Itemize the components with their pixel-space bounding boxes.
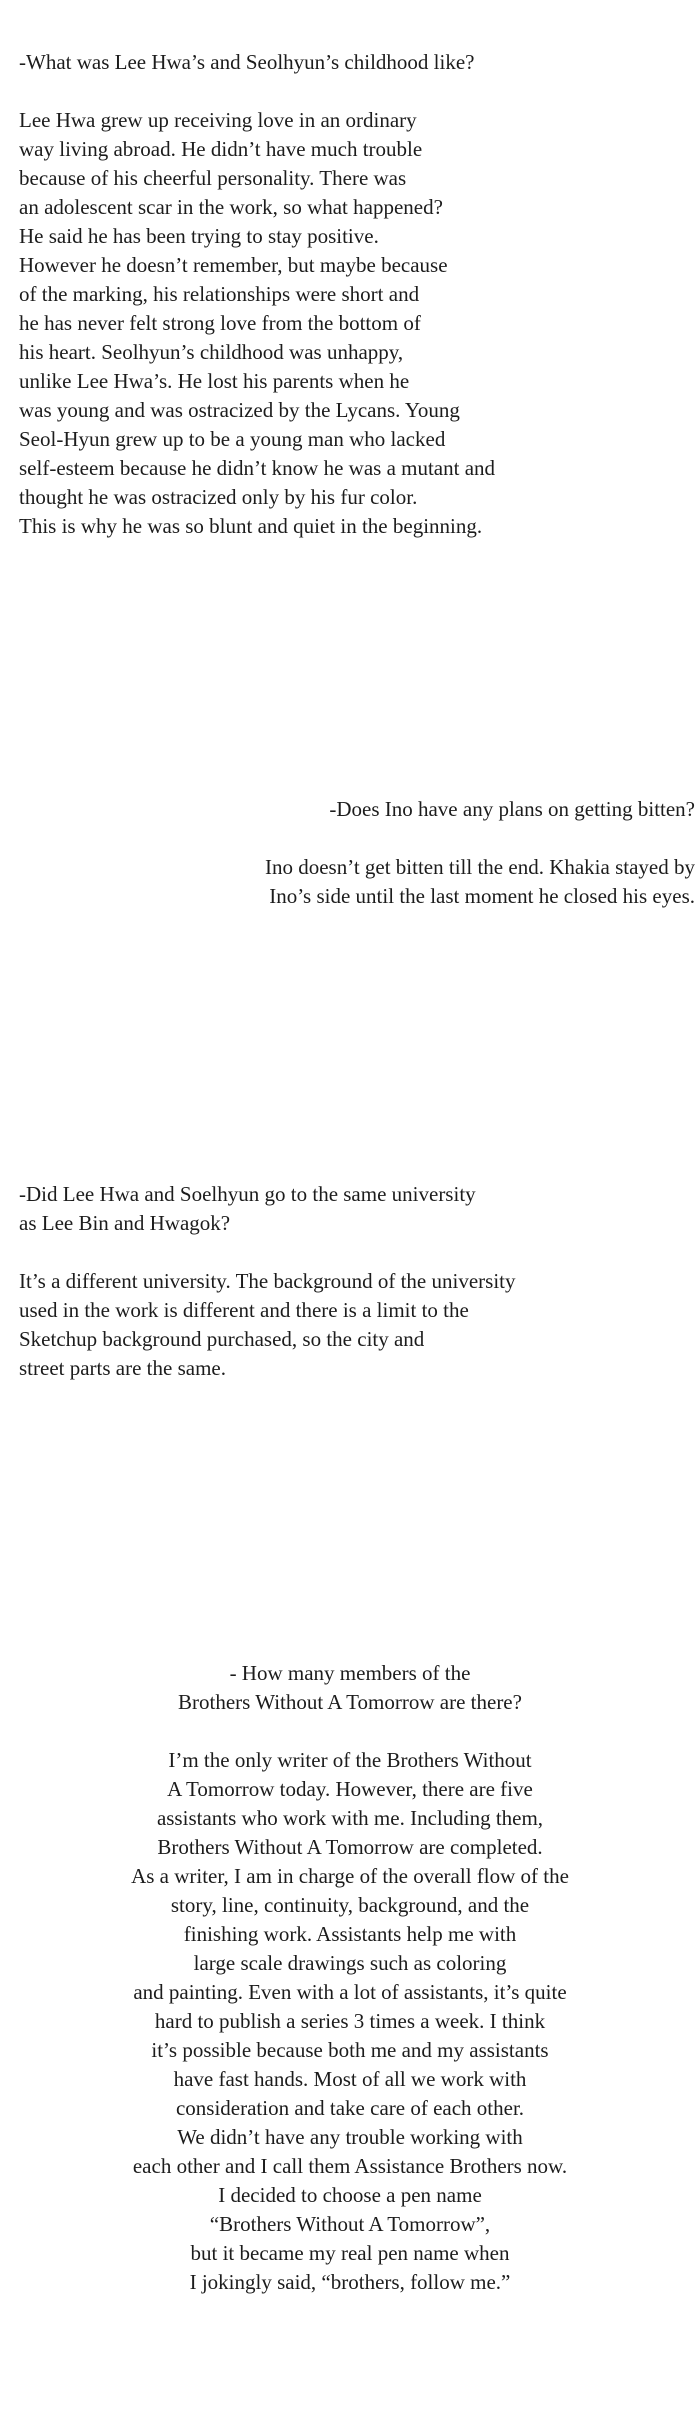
answer-line: assistants who work with me. Including them, [156,1806,544,1830]
answer-line: was young and was ostracized by the Lycans. Young [19,398,460,422]
answer-line: but it became my real pen name when [190,2241,510,2265]
question-line: -Did Lee Hwa and Soelhyun go to the same university [19,1182,476,1206]
qa-block-ino [265,795,695,911]
paragraph-gap [265,824,695,853]
answer-line: he has never felt strong love from the bottom of [19,311,421,335]
answer-line: because of his cheerful personality. There was [19,166,407,190]
answer-line: I decided to choose a pen name [218,2183,482,2207]
question-line: - How many members of the [229,1661,471,1685]
answer-line: and painting. Even with a lot of assistants, it’s quite [133,1980,567,2004]
answer-line: “Brothers Without A Tomorrow”, [209,2212,491,2236]
paragraph-gap [0,1717,700,1746]
answer-line: used in the work is different and there is a limit to the [19,1298,469,1322]
answer-line: way living abroad. He didn’t have much trouble [19,137,423,161]
paragraph-gap [19,1238,515,1267]
question-line: Brothers Without A Tomorrow are there? [178,1690,522,1714]
answer-line: As a writer, I am in charge of the overall flow of the [131,1864,569,1888]
answer-line: A Tomorrow today. However, there are five [167,1777,533,1801]
answer-line: Seol-Hyun grew up to be a young man who lacked [19,427,446,451]
answer-line: finishing work. Assistants help me with [183,1922,517,1946]
answer-line: large scale drawings such as coloring [193,1951,507,1975]
answer-line: have fast hands. Most of all we work with [173,2067,527,2091]
question [19,1180,515,1238]
question-line: -What was Lee Hwa’s and Seolhyun’s childhood like? [19,50,475,74]
question [19,48,495,77]
answer-line: thought he was ostracized only by his fur color. [19,485,418,509]
answer-line: self-esteem because he didn’t know he was a mutant and [19,456,496,480]
qa-block-university [19,1180,515,1383]
answer-line: each other and I call them Assistance Brothers now. [132,2154,568,2178]
answer-line: story, line, continuity, background, and the [170,1893,530,1917]
answer-line: unlike Lee Hwa’s. He lost his parents when he [19,369,410,393]
qa-block-childhood [19,48,495,541]
answer [19,1267,515,1383]
answer-line: it’s possible because both me and my assistants [151,2038,549,2062]
answer [19,106,495,541]
answer-line: his heart. Seolhyun’s childhood was unhappy, [19,340,404,364]
answer-line: This is why he was so blunt and quiet in the beginning. [19,514,483,538]
question [265,795,695,824]
answer [265,853,695,911]
question-line: -Does Ino have any plans on getting bitten? [329,797,695,821]
answer-line: I’m the only writer of the Brothers Without [168,1748,532,1772]
answer-line: He said he has been trying to stay positive. [19,224,379,248]
answer-line: an adolescent scar in the work, so what happened? [19,195,443,219]
qa-block-members [0,1659,700,2297]
answer-line: street parts are the same. [19,1356,226,1380]
answer-line: Brothers Without A Tomorrow are completed. [157,1835,543,1859]
answer-line: Sketchup background purchased, so the city and [19,1327,425,1351]
paragraph-gap [19,77,495,106]
answer-line: hard to publish a series 3 times a week. I think [154,2009,546,2033]
answer-line: It’s a different university. The background of the university [19,1269,516,1293]
question-line: as Lee Bin and Hwagok? [19,1211,231,1235]
answer-line: Lee Hwa grew up receiving love in an ordinary [19,108,417,132]
answer-line: We didn’t have any trouble working with [177,2125,523,2149]
answer-line: of the marking, his relationships were short and [19,282,420,306]
answer-line: consideration and take care of each other. [175,2096,525,2120]
answer-line: Ino doesn’t get bitten till the end. Khakia stayed by [264,855,695,879]
answer-line: Ino’s side until the last moment he closed his eyes. [269,884,695,908]
question [0,1659,700,1717]
answer-line: I jokingly said, “brothers, follow me.” [189,2270,511,2294]
answer [0,1746,700,2297]
answer-line: However he doesn’t remember, but maybe because [19,253,448,277]
